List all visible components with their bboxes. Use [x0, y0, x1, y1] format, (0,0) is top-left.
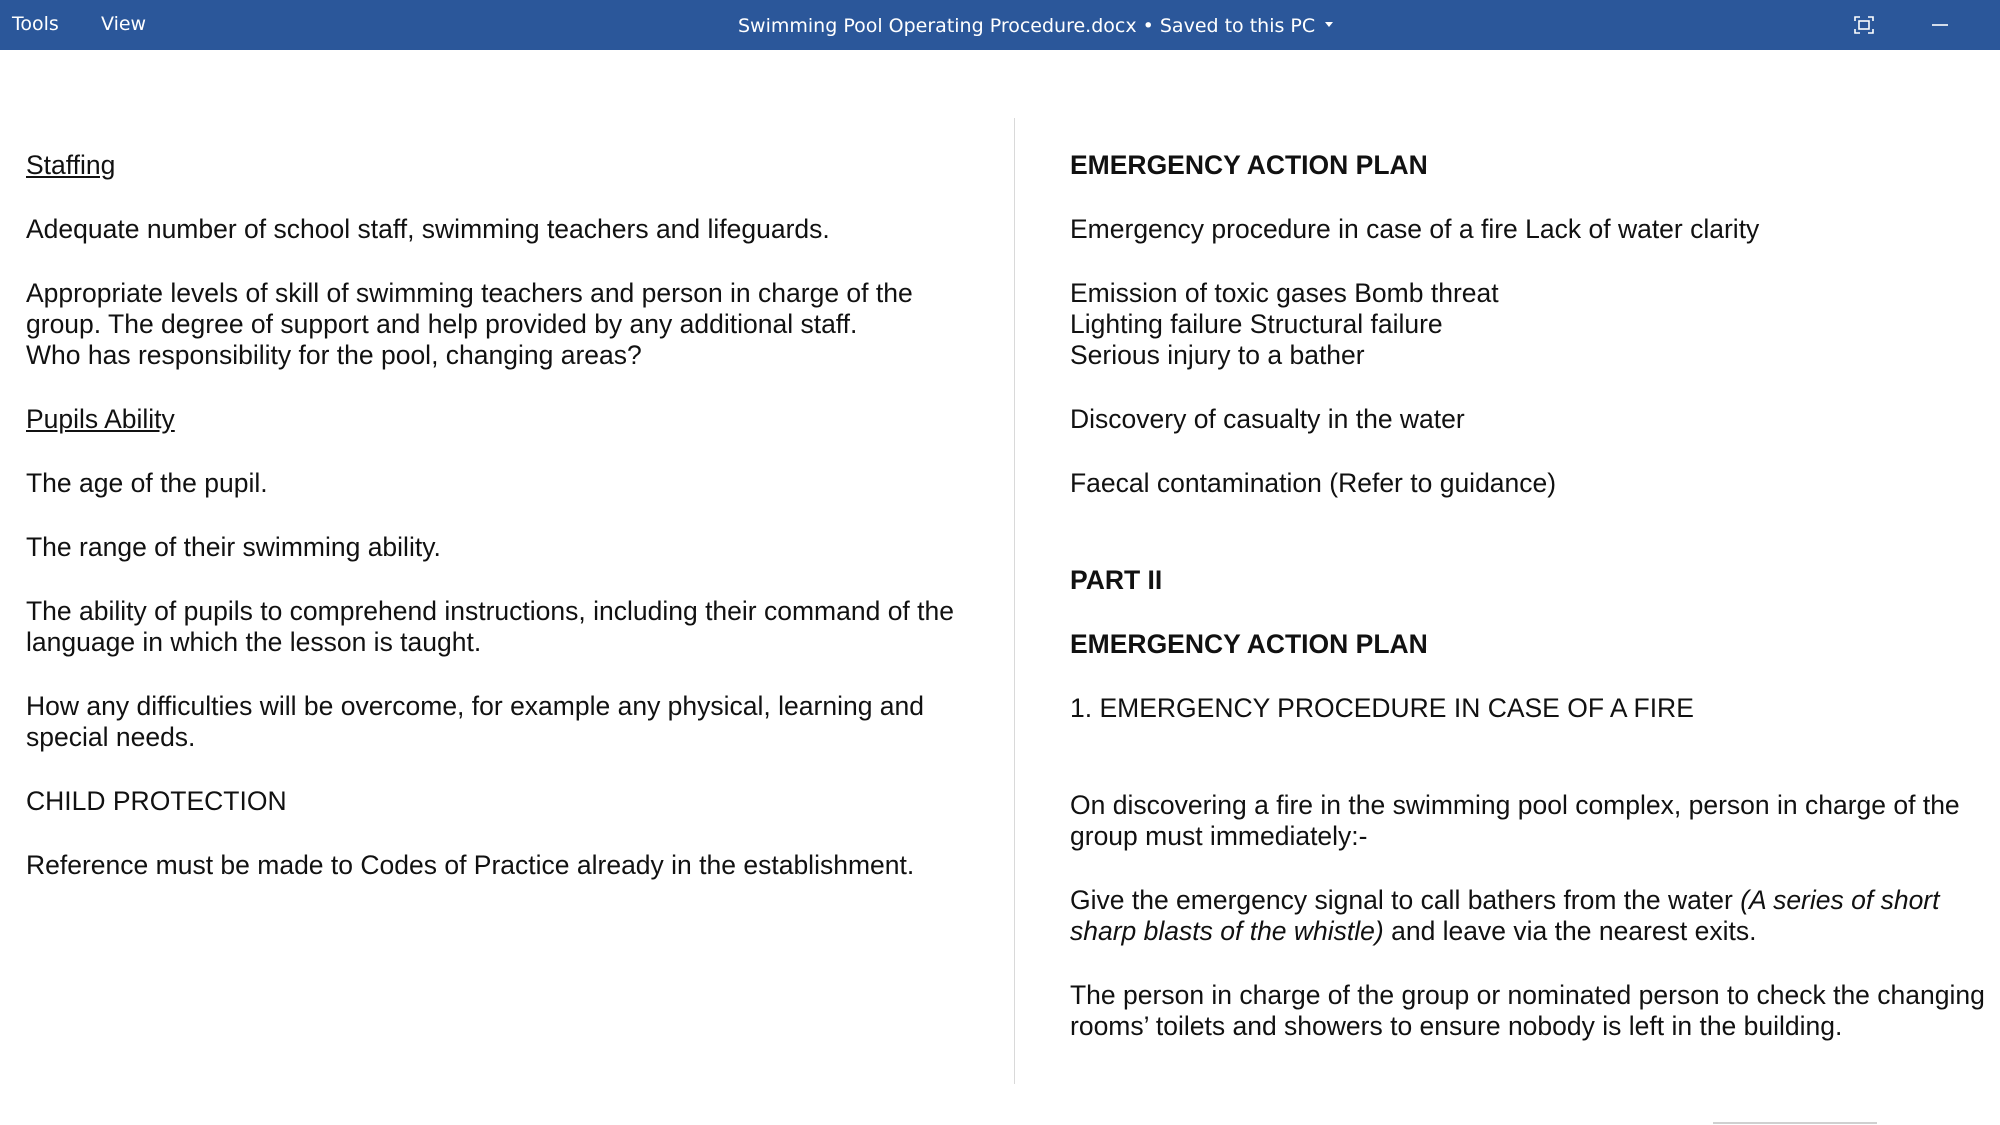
part-ii-heading: PART II [1070, 565, 1163, 595]
menu-view[interactable]: View [101, 13, 147, 35]
child-protection-paragraph: Reference must be made to Codes of Practice already in the establishment. [26, 850, 915, 880]
pupils-paragraph-4: How any difficulties will be overcome, for example any physical, learning and special needs. [26, 691, 925, 752]
emergency-paragraph-4: Faecal contamination (Refer to guidance) [1070, 468, 1557, 498]
menu-tools[interactable]: Tools [12, 13, 59, 35]
minimize-icon [1932, 23, 1948, 27]
child-protection-heading: CHILD PROTECTION [26, 786, 287, 816]
fire-paragraph-1: On discovering a fire in the swimming pool complex, person in charge of the group must immediately:- [1070, 790, 1960, 851]
title-bar [0, 0, 2000, 50]
fire-paragraph-2-start: Give the emergency signal to call bathers from the water [1070, 885, 1741, 915]
staffing-paragraph-2: Appropriate levels of skill of swimming teachers and person in charge of the group. The degree of support and help provided by any additional staff. Who has responsibility for the pool, changing areas? [26, 278, 913, 370]
emergency-paragraph-2: Emission of toxic gases Bomb threat Lighting failure Structural failure Serious injury to a bather [1070, 278, 1499, 370]
chevron-down-icon [1325, 22, 1333, 27]
column-divider [1014, 118, 1015, 1084]
fire-paragraph-2-end: and leave via the nearest exits. [1383, 916, 1757, 946]
pupils-paragraph-3: The ability of pupils to comprehend instructions, including their command of the language in which the lesson is taught. [26, 596, 954, 657]
save-status: Saved to this PC [1159, 15, 1316, 37]
left-column [26, 150, 986, 914]
emergency-action-plan-heading-2: EMERGENCY ACTION PLAN [1070, 629, 1428, 659]
fire-paragraph-3: The person in charge of the group or nominated person to check the changing rooms’ toilets and showers to ensure nobody is left in the building. [1070, 980, 1985, 1041]
right-column [1070, 150, 1990, 1075]
pupils-ability-heading: Pupils Ability [26, 404, 175, 434]
fire-procedure-heading: 1. EMERGENCY PROCEDURE IN CASE OF A FIRE [1070, 693, 1694, 723]
emergency-action-plan-heading: EMERGENCY ACTION PLAN [1070, 150, 1428, 180]
emergency-paragraph-1: Emergency procedure in case of a fire Lack of water clarity [1070, 214, 1760, 244]
fire-paragraph-2 [1070, 885, 1990, 947]
pupils-paragraph-2: The range of their swimming ability. [26, 532, 441, 562]
document-title-button[interactable] [738, 0, 1333, 50]
focus-mode-icon [1854, 16, 1874, 34]
pupils-paragraph-1: The age of the pupil. [26, 468, 268, 498]
minimize-button[interactable] [1912, 0, 1968, 50]
title-separator: • [1136, 15, 1160, 37]
page-bottom-marker [1713, 1122, 1877, 1124]
focus-mode-button[interactable] [1836, 0, 1892, 50]
fire-paragraph-2-italic: (A series of short sharp blasts of the whistle) [1070, 885, 1940, 946]
document-title: Swimming Pool Operating Procedure.docx [738, 15, 1137, 37]
staffing-heading: Staffing [26, 150, 116, 180]
emergency-paragraph-3: Discovery of casualty in the water [1070, 404, 1465, 434]
staffing-paragraph-1: Adequate number of school staff, swimming teachers and lifeguards. [26, 214, 830, 244]
